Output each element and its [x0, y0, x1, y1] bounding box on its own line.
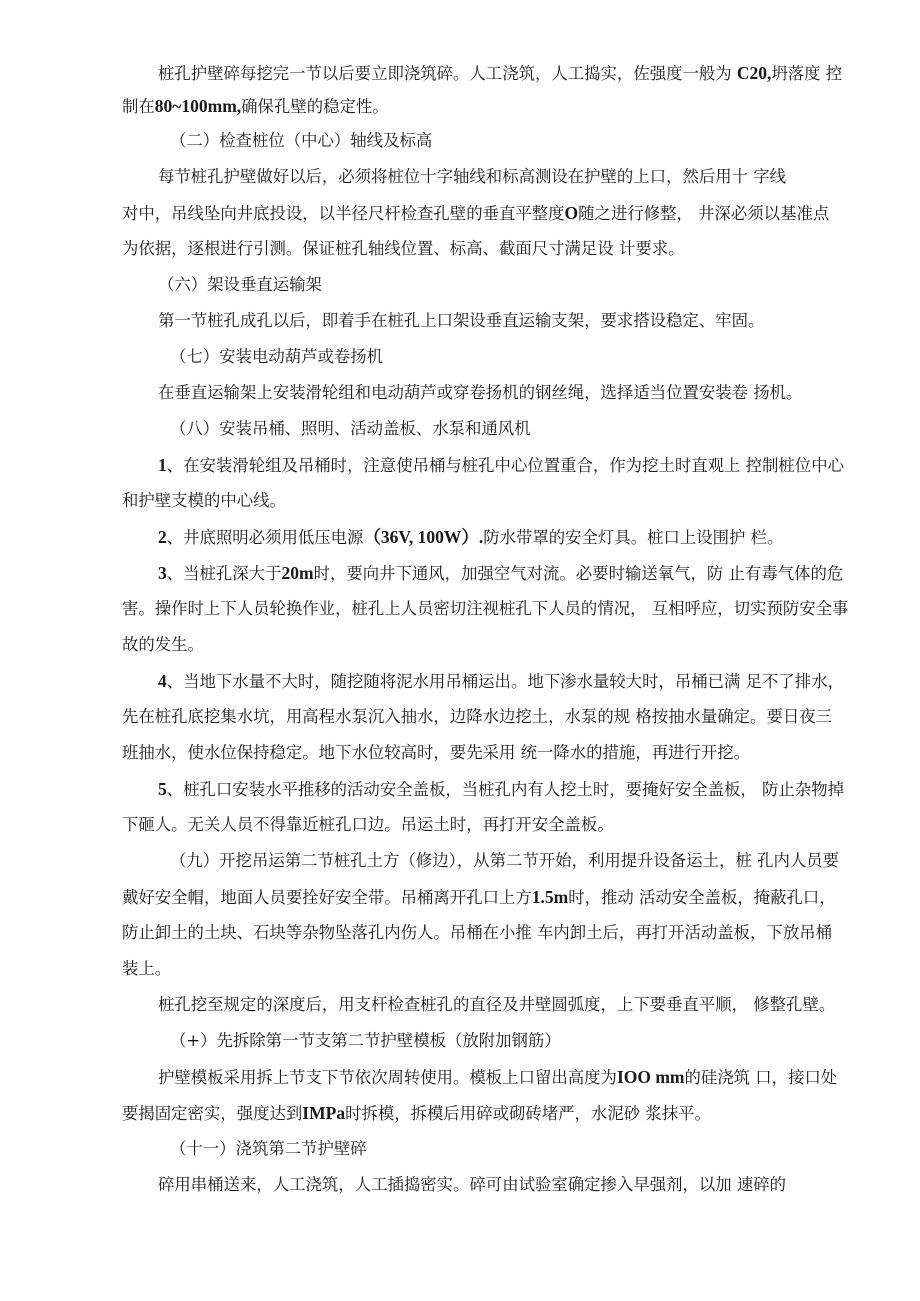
paragraph-line: 戴好安全帽，地面人员要拴好安全带。吊桶离开孔口上方1.5m时，推动 活动安全盖板，掩蔽孔口，: [122, 887, 836, 907]
section-heading: （二）检查桩位（中心）轴线及标高: [170, 131, 433, 150]
paragraph-line: 1、在安装滑轮组及吊桶时，注意使吊桶与桩孔中心位置重合，作为挖土时直观上 控制桩位中心: [158, 455, 844, 475]
section-heading: （八）安装吊桶、照明、活动盖板、水泵和通风机: [170, 419, 531, 438]
paragraph-line: 5、桩孔口安装水平推移的活动安全盖板，当桩孔内有人挖土时，要掩好安全盖板， 防止杂物掉: [158, 779, 844, 799]
paragraph-line: 护壁模板采用拆上节支下节依次周转使用。模板上口留出高度为IOO mm的硅浇筑 口，接口处: [158, 1067, 838, 1087]
paragraph-line: 班抽水，使水位保持稳定。地下水位较高时，要先采用 统一降水的措施，再进行开挖。: [122, 743, 751, 762]
section-heading: （十一）浇筑第二节护壁碎: [170, 1139, 367, 1158]
paragraph-line: 装上。: [122, 959, 172, 978]
paragraph-line: 每节桩孔护壁做好以后，必须将桩位十字轴线和标高测设在护壁的上口，然后用十 字线: [158, 167, 787, 186]
paragraph-line: 先在桩孔底挖集水坑，用高程水泵沉入抽水，边降水边挖土，水泵的规 格按抽水量确定。要日夜三: [122, 707, 833, 726]
paragraph-line: 对中，吊线坠向井底投设，以半径尺杆检查孔壁的垂直平整度O随之进行修整， 井深必须以基准点: [122, 203, 830, 223]
paragraph-line: 在垂直运输架上安装滑轮组和电动葫芦或穿卷扬机的钢丝绳，选择适当位置安装卷 扬机。: [158, 383, 803, 402]
paragraph-line: 防止卸土的土块、石块等杂物坠落孔内伤人。吊桶在小推 车内卸土后，再打开活动盖板，下放吊桶: [122, 923, 833, 942]
paragraph-line: 4、当地下水量不大时，随挖随将泥水用吊桶运出。地下渗水量较大时，吊桶已满 足不了排水，: [158, 671, 844, 691]
paragraph-line: 和护壁支模的中心线。: [122, 491, 286, 510]
paragraph-line: 害。操作时上下人员轮换作业，桩孔上人员密切注视桩孔下人员的情况， 互相呼应，切实预防安全事: [122, 599, 849, 618]
paragraph-line: （九）开挖吊运第二节桩孔土方（修边），从第二节开始，利用提升设备运土，桩 孔内人员要: [170, 851, 840, 870]
section-heading: （七）安装电动葫芦或卷扬机: [170, 347, 384, 366]
paragraph-line: 3、当桩孔深大于20m时，要向井下通风，加强空气对流。必要时输送氧气，防 止有毒气体的危: [158, 563, 844, 583]
paragraph-line: 为依据，逐根进行引测。保证桩孔轴线位置、标高、截面尺寸满足设 计要求。: [122, 239, 685, 258]
paragraph-line: 桩孔护壁碎每挖完一节以后要立即浇筑碎。人工浇筑，人工捣实，佐强度一般为 C20,坍落度 控: [158, 63, 843, 83]
paragraph-line: 2、井底照明必须用低压电源（36V, 100W）.防水带罩的安全灯具。桩口上设围护 栏。: [158, 527, 784, 547]
paragraph-line: 桩孔挖至规定的深度后，用支杆检查桩孔的直径及井壁圆弧度，上下要垂直平顺， 修整孔壁。: [158, 995, 836, 1014]
paragraph-line: 制在80~100mm,确保孔壁的稳定性。: [122, 96, 389, 116]
paragraph-line: 下砸人。无关人员不得靠近桩孔口边。吊运土时，再打开安全盖板。: [122, 815, 614, 834]
paragraph-line: 第一节桩孔成孔以后，即着手在桩孔上口架设垂直运输支架，要求搭设稳定、牢固。: [158, 311, 765, 330]
section-heading: （+）先拆除第一节支第二节护壁模板（放附加钢筋）: [170, 1031, 561, 1050]
paragraph-line: 要揭固定密实，强度达到IMPa时拆模，拆模后用碎或砌砖堵严，水泥砂 浆抹平。: [122, 1103, 711, 1123]
paragraph-line: 碎用串桶送来，人工浇筑，人工插捣密实。碎可由试验室确定掺入早强剂，以加 速碎的: [158, 1175, 787, 1194]
section-heading: （六）架设垂直运输架: [158, 275, 322, 294]
paragraph-line: 故的发生。: [122, 635, 204, 654]
